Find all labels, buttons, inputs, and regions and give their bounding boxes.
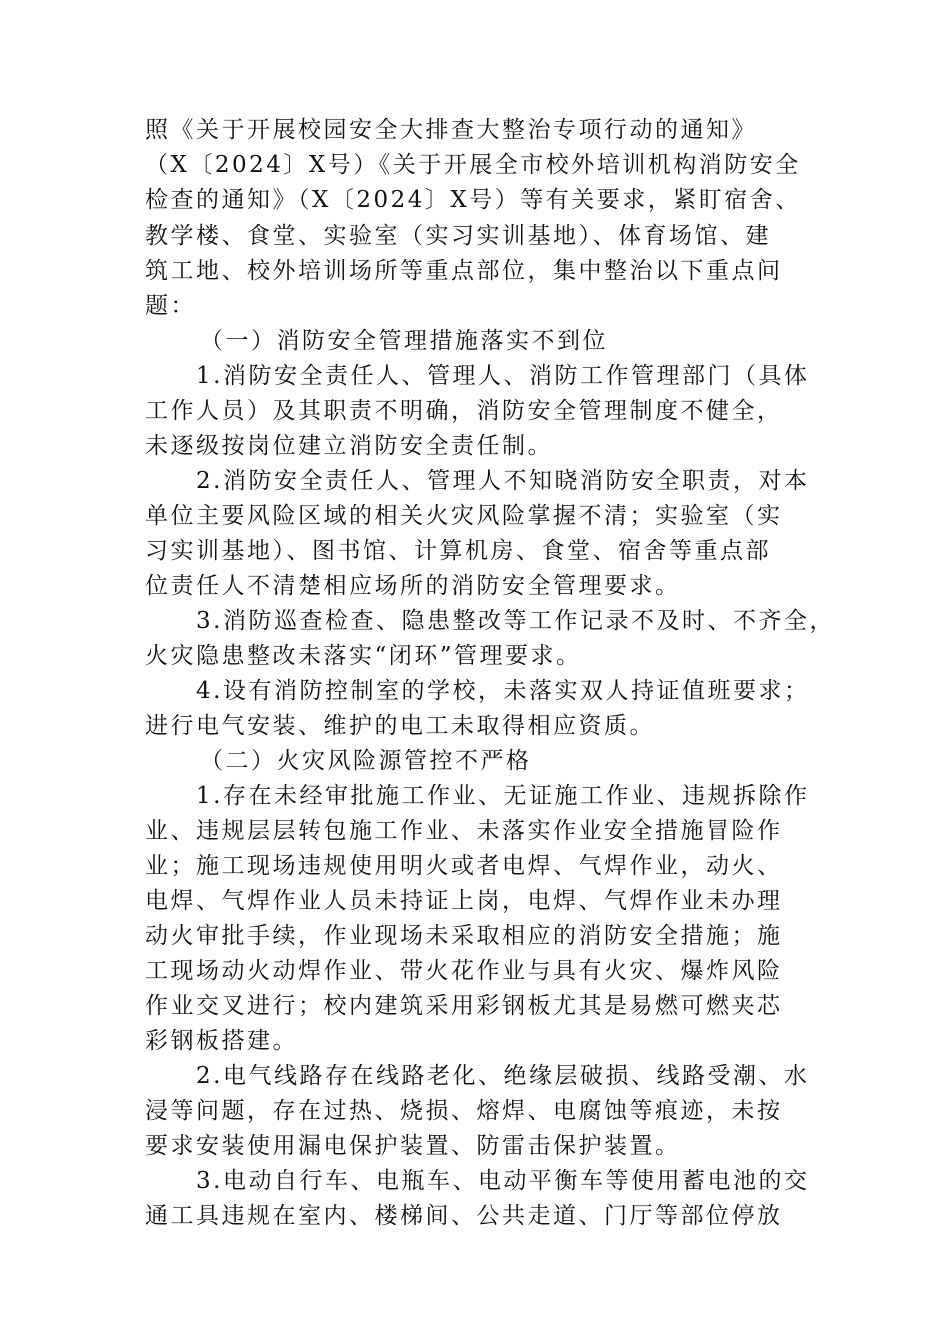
section-heading: （二）火灾风险源管控不严格 [200,748,532,774]
body-text-line: 要求安装使用漏电保护装置、防雷击保护装置。 [145,1133,681,1159]
body-text-line: 位责任人不清楚相应场所的消防安全管理要求。 [145,573,681,599]
body-text-line: 动火审批手续，作业现场未采取相应的消防安全措施；施 [145,923,783,949]
body-text-line: 进行电气安装、维护的电工未取得相应资质。 [145,713,655,739]
body-text-line: 习实训基地）、图书馆、计算机房、食堂、宿舍等重点部 [145,538,771,564]
section-heading: （一）消防安全管理措施落实不到位 [200,328,608,354]
body-text-line: 筑工地、校外培训场所等重点部位，集中整治以下重点问 [145,258,783,284]
body-text-line: 未逐级按岗位建立消防安全责任制。 [145,433,553,459]
body-text-line: 照《关于开展校园安全大排查大整治专项行动的通知》 [145,117,757,143]
body-text-line: 彩钢板搭建。 [145,1028,298,1054]
body-text-line: 1.存在未经审批施工作业、无证施工作业、违规拆除作 [196,783,810,809]
body-text-line: 电焊、气焊作业人员未持证上岗，电焊、气焊作业未办理 [145,888,783,914]
body-text-line: 3.电动自行车、电瓶车、电动平衡车等使用蓄电池的交 [196,1168,810,1194]
body-text-line: 作业交叉进行；校内建筑采用彩钢板尤其是易燃可燃夹芯 [145,993,783,1019]
body-text-line: 3.消防巡查检查、隐患整改等工作记录不及时、不齐全， [196,608,835,634]
body-text-line: （X〔2024〕X号）《关于开展全市校外培训机构消防安全 [145,152,801,178]
body-text-line: 单位主要风险区域的相关火灾风险掌握不清；实验室（实 [145,503,783,529]
body-text-line: 2.消防安全责任人、管理人不知晓消防安全职责，对本 [196,468,810,494]
body-text-line: 通工具违规在室内、楼梯间、公共走道、门厅等部位停放 [145,1203,783,1229]
body-text-line: 2.电气线路存在线路老化、绝缘层破损、线路受潮、水 [196,1063,810,1089]
body-text-line: 业、违规层层转包施工作业、未落实作业安全措施冒险作 [145,818,783,844]
body-text-line: 火灾隐患整改未落实“闭环”管理要求。 [145,643,582,669]
body-text-line: 1.消防安全责任人、管理人、消防工作管理部门（具体 [196,363,810,389]
body-text-line: 浸等问题，存在过热、烧损、熔焊、电腐蚀等痕迹，未按 [145,1098,783,1124]
body-text-line: 4.设有消防控制室的学校，未落实双人持证值班要求； [196,678,810,704]
body-text-line: 工现场动火动焊作业、带火花作业与具有火灾、爆炸风险 [145,958,783,984]
body-text-line: 工作人员）及其职责不明确，消防安全管理制度不健全， [145,398,783,424]
body-text-line: 检查的通知》（X〔2024〕X号）等有关要求，紧盯宿舍、 [145,187,801,213]
body-text-line: 教学楼、食堂、实验室（实习实训基地）、体育场馆、建 [145,223,771,249]
body-text-line: 题： [145,293,196,319]
body-text-line: 业；施工现场违规使用明火或者电焊、气焊作业，动火、 [145,853,783,879]
